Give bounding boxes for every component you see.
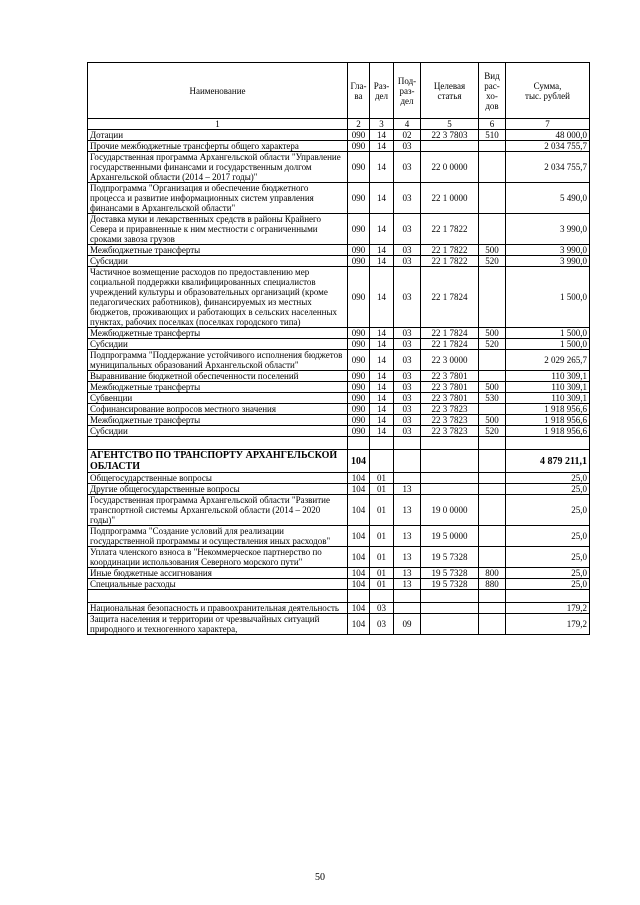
- glava-cell: 090: [348, 245, 370, 256]
- sum-cell: 179,2: [506, 614, 590, 635]
- sum-cell: 2 034 755,7: [506, 141, 590, 152]
- table-row: [88, 579, 590, 590]
- column-number: 1: [88, 119, 348, 130]
- vid-cell: [479, 371, 506, 382]
- glava-cell: 090: [348, 371, 370, 382]
- vid-cell: [479, 152, 506, 183]
- table-row: [88, 415, 590, 426]
- podrazdel-cell: 03: [394, 404, 421, 415]
- table-row: [88, 603, 590, 614]
- row-name-cell: Специальные расходы: [88, 579, 348, 590]
- glava-cell: 090: [348, 267, 370, 328]
- podrazdel-cell: 03: [394, 382, 421, 393]
- sum-cell: 1 918 956,6: [506, 426, 590, 437]
- glava-cell: 090: [348, 404, 370, 415]
- target-cell: 22 3 7801: [421, 393, 479, 404]
- target-cell: 19 5 7328: [421, 579, 479, 590]
- sum-cell: 1 918 956,6: [506, 415, 590, 426]
- table-row: [88, 568, 590, 579]
- table-row: [88, 328, 590, 339]
- vid-cell: [479, 450, 506, 473]
- podrazdel-cell: 03: [394, 152, 421, 183]
- table-row: [88, 614, 590, 635]
- table-row: [88, 350, 590, 371]
- sum-cell: 110 309,1: [506, 382, 590, 393]
- podrazdel-cell: 03: [394, 141, 421, 152]
- target-cell: 22 1 7822: [421, 256, 479, 267]
- sum-cell: 1 918 956,6: [506, 404, 590, 415]
- razdel-cell: 14: [370, 382, 394, 393]
- target-cell: [421, 473, 479, 484]
- razdel-cell: 01: [370, 579, 394, 590]
- razdel-cell: 03: [370, 614, 394, 635]
- glava-cell: 104: [348, 603, 370, 614]
- empty-cell: [479, 590, 506, 603]
- table-body: [88, 130, 590, 635]
- sum-cell: 25,0: [506, 495, 590, 526]
- table-row: [88, 152, 590, 183]
- glava-cell: 090: [348, 415, 370, 426]
- vid-cell: [479, 547, 506, 568]
- table-row: [88, 267, 590, 328]
- sum-cell: 1 500,0: [506, 267, 590, 328]
- razdel-cell: 14: [370, 415, 394, 426]
- sum-cell: 25,0: [506, 526, 590, 547]
- target-cell: 22 1 0000: [421, 183, 479, 214]
- table-row: [88, 130, 590, 141]
- row-name-cell: Частичное возмещение расходов по предоставлению мер социальной поддержки квалифицированных специалистов учреждений культуры и образовательных организаций (кроме педагогических работников), финансируемых из местных бюджетов, проживающих и работающих в сельских населенных пунктах, рабочих поселках (поселках городского типа): [88, 267, 348, 328]
- razdel-cell: 14: [370, 404, 394, 415]
- row-name-cell: Подпрограмма "Создание условий для реализации государственной программы и осуществления иных расходов": [88, 526, 348, 547]
- row-name-cell: Межбюджетные трансферты: [88, 245, 348, 256]
- sum-cell: 3 990,0: [506, 245, 590, 256]
- podrazdel-cell: 03: [394, 267, 421, 328]
- empty-cell: [506, 437, 590, 450]
- glava-cell: 090: [348, 393, 370, 404]
- razdel-cell: 14: [370, 152, 394, 183]
- sum-cell: 1 500,0: [506, 339, 590, 350]
- target-cell: 19 5 7328: [421, 547, 479, 568]
- vid-cell: 800: [479, 568, 506, 579]
- empty-cell: [394, 590, 421, 603]
- podrazdel-cell: 09: [394, 614, 421, 635]
- glava-cell: 104: [348, 484, 370, 495]
- razdel-cell: 01: [370, 484, 394, 495]
- glava-cell: 090: [348, 328, 370, 339]
- target-cell: 22 3 0000: [421, 350, 479, 371]
- row-name-cell: Межбюджетные трансферты: [88, 328, 348, 339]
- vid-cell: [479, 473, 506, 484]
- table-row: [88, 526, 590, 547]
- row-name-cell: Прочие межбюджетные трансферты общего характера: [88, 141, 348, 152]
- razdel-cell: 14: [370, 256, 394, 267]
- vid-cell: 530: [479, 393, 506, 404]
- podrazdel-cell: 13: [394, 547, 421, 568]
- razdel-cell: 14: [370, 141, 394, 152]
- vid-cell: [479, 603, 506, 614]
- page-number: 50: [315, 872, 325, 883]
- row-name-cell: Подпрограмма "Организация и обеспечение бюджетного процесса и развитие информационных систем управления финансами в Архангельской области": [88, 183, 348, 214]
- row-name-cell: Национальная безопасность и правоохранительная деятельность: [88, 603, 348, 614]
- glava-cell: 104: [348, 579, 370, 590]
- vid-cell: 500: [479, 245, 506, 256]
- column-number: 3: [370, 119, 394, 130]
- sum-cell: 25,0: [506, 579, 590, 590]
- podrazdel-cell: 03: [394, 328, 421, 339]
- row-name-cell: Межбюджетные трансферты: [88, 382, 348, 393]
- row-name-cell: Субвенции: [88, 393, 348, 404]
- razdel-cell: 14: [370, 371, 394, 382]
- target-cell: 22 3 7801: [421, 382, 479, 393]
- glava-cell: 104: [348, 547, 370, 568]
- header-razdel: Раз- дел: [370, 63, 394, 119]
- glava-cell: 104: [348, 473, 370, 484]
- vid-cell: 880: [479, 579, 506, 590]
- table-row: [88, 245, 590, 256]
- table-header-row: [88, 63, 590, 119]
- razdel-cell: 01: [370, 568, 394, 579]
- target-cell: [421, 603, 479, 614]
- vid-cell: 500: [479, 415, 506, 426]
- header-vid: Вид рас- хо- дов: [479, 63, 506, 119]
- sum-cell: 5 490,0: [506, 183, 590, 214]
- target-cell: 22 1 7824: [421, 339, 479, 350]
- table-row: [88, 393, 590, 404]
- row-name-cell: Субсидии: [88, 256, 348, 267]
- razdel-cell: 14: [370, 350, 394, 371]
- vid-cell: 520: [479, 339, 506, 350]
- razdel-cell: 14: [370, 130, 394, 141]
- target-cell: 22 1 7824: [421, 328, 479, 339]
- glava-cell: 104: [348, 614, 370, 635]
- header-podrazdel: Под- раз- дел: [394, 63, 421, 119]
- spacer-row: [88, 590, 590, 603]
- podrazdel-cell: 13: [394, 495, 421, 526]
- podrazdel-cell: 13: [394, 568, 421, 579]
- row-name-cell: Субсидии: [88, 339, 348, 350]
- podrazdel-cell: 03: [394, 339, 421, 350]
- header-name: Наименование: [88, 63, 348, 119]
- vid-cell: [479, 484, 506, 495]
- table-row: [88, 426, 590, 437]
- sum-cell: 2 034 755,7: [506, 152, 590, 183]
- razdel-cell: 14: [370, 245, 394, 256]
- row-name-cell: Иные бюджетные ассигнования: [88, 568, 348, 579]
- empty-cell: [394, 437, 421, 450]
- empty-cell: [370, 437, 394, 450]
- glava-cell: 104: [348, 526, 370, 547]
- vid-cell: [479, 141, 506, 152]
- row-name-cell: Межбюджетные трансферты: [88, 415, 348, 426]
- row-name-cell: Государственная программа Архангельской области "Управление государственными финансами и государственным долгом Архангельской области (2014 – 2017 годы)": [88, 152, 348, 183]
- sum-cell: 4 879 211,1: [506, 450, 590, 473]
- table-row: [88, 256, 590, 267]
- razdel-cell: 14: [370, 267, 394, 328]
- sum-cell: 25,0: [506, 473, 590, 484]
- vid-cell: 520: [479, 256, 506, 267]
- podrazdel-cell: 02: [394, 130, 421, 141]
- empty-cell: [88, 437, 348, 450]
- glava-cell: 090: [348, 256, 370, 267]
- empty-cell: [421, 437, 479, 450]
- vid-cell: 520: [479, 426, 506, 437]
- podrazdel-cell: 03: [394, 371, 421, 382]
- target-cell: 22 1 7822: [421, 245, 479, 256]
- row-name-cell: Государственная программа Архангельской области "Развитие транспортной системы Архангельской области (2014 – 2020 годы)": [88, 495, 348, 526]
- target-cell: [421, 614, 479, 635]
- podrazdel-cell: 03: [394, 350, 421, 371]
- row-name-cell: Подпрограмма "Поддержание устойчивого исполнения бюджетов муниципальных образований Архангельской области": [88, 350, 348, 371]
- table-row: [88, 484, 590, 495]
- row-name-cell: Общегосударственные вопросы: [88, 473, 348, 484]
- target-cell: 22 3 7803: [421, 130, 479, 141]
- podrazdel-cell: [394, 473, 421, 484]
- row-name-cell: Уплата членского взноса в "Некоммерческое партнерство по координации использования Северного морского пути": [88, 547, 348, 568]
- glava-cell: 090: [348, 350, 370, 371]
- target-cell: 22 3 7823: [421, 415, 479, 426]
- sum-cell: 25,0: [506, 568, 590, 579]
- podrazdel-cell: 03: [394, 415, 421, 426]
- vid-cell: [479, 350, 506, 371]
- column-number: 6: [479, 119, 506, 130]
- razdel-cell: 01: [370, 526, 394, 547]
- budget-table: [87, 62, 590, 635]
- section-header-row: [88, 450, 590, 473]
- spacer-row: [88, 437, 590, 450]
- sum-cell: 3 990,0: [506, 214, 590, 245]
- podrazdel-cell: [394, 450, 421, 473]
- target-cell: 19 0 0000: [421, 495, 479, 526]
- target-cell: 22 3 7801: [421, 371, 479, 382]
- table-row: [88, 141, 590, 152]
- column-number: 7: [506, 119, 590, 130]
- vid-cell: [479, 214, 506, 245]
- glava-cell: 090: [348, 141, 370, 152]
- podrazdel-cell: 03: [394, 214, 421, 245]
- podrazdel-cell: 13: [394, 579, 421, 590]
- vid-cell: 500: [479, 382, 506, 393]
- target-cell: 22 3 7823: [421, 404, 479, 415]
- row-name-cell: АГЕНТСТВО ПО ТРАНСПОРТУ АРХАНГЕЛЬСКОЙ ОБЛАСТИ: [88, 450, 348, 473]
- sum-cell: 2 029 265,7: [506, 350, 590, 371]
- column-number: 2: [348, 119, 370, 130]
- glava-cell: 104: [348, 495, 370, 526]
- header-target: Целевая статья: [421, 63, 479, 119]
- row-name-cell: Дотации: [88, 130, 348, 141]
- razdel-cell: 14: [370, 426, 394, 437]
- target-cell: [421, 484, 479, 495]
- target-cell: 19 5 0000: [421, 526, 479, 547]
- target-cell: [421, 141, 479, 152]
- row-name-cell: Защита населения и территории от чрезвычайных ситуаций природного и техногенного характера,: [88, 614, 348, 635]
- target-cell: 22 0 0000: [421, 152, 479, 183]
- row-name-cell: Софинансирование вопросов местного значения: [88, 404, 348, 415]
- sum-cell: 25,0: [506, 547, 590, 568]
- razdel-cell: 14: [370, 393, 394, 404]
- table-row: [88, 404, 590, 415]
- target-cell: 22 1 7824: [421, 267, 479, 328]
- header-sum: Сумма, тыс. рублей: [506, 63, 590, 119]
- table-row: [88, 339, 590, 350]
- vid-cell: [479, 267, 506, 328]
- empty-cell: [348, 590, 370, 603]
- column-number: 5: [421, 119, 479, 130]
- empty-cell: [370, 590, 394, 603]
- podrazdel-cell: 13: [394, 526, 421, 547]
- sum-cell: 48 000,0: [506, 130, 590, 141]
- target-cell: 19 5 7328: [421, 568, 479, 579]
- target-cell: [421, 450, 479, 473]
- header-glava: Гла- ва: [348, 63, 370, 119]
- sum-cell: 179,2: [506, 603, 590, 614]
- glava-cell: 090: [348, 339, 370, 350]
- table-row: [88, 214, 590, 245]
- target-cell: 22 3 7823: [421, 426, 479, 437]
- column-number-row: [88, 119, 590, 130]
- glava-cell: 090: [348, 214, 370, 245]
- razdel-cell: 14: [370, 328, 394, 339]
- sum-cell: 3 990,0: [506, 256, 590, 267]
- sum-cell: 110 309,1: [506, 393, 590, 404]
- empty-cell: [421, 590, 479, 603]
- podrazdel-cell: 13: [394, 484, 421, 495]
- razdel-cell: 01: [370, 495, 394, 526]
- podrazdel-cell: [394, 603, 421, 614]
- glava-cell: 090: [348, 183, 370, 214]
- table-row: [88, 371, 590, 382]
- empty-cell: [506, 590, 590, 603]
- glava-cell: 090: [348, 382, 370, 393]
- table-row: [88, 473, 590, 484]
- vid-cell: [479, 404, 506, 415]
- podrazdel-cell: 03: [394, 256, 421, 267]
- glava-cell: 104: [348, 450, 370, 473]
- podrazdel-cell: 03: [394, 393, 421, 404]
- vid-cell: [479, 526, 506, 547]
- empty-cell: [479, 437, 506, 450]
- table-row: [88, 547, 590, 568]
- vid-cell: [479, 495, 506, 526]
- razdel-cell: 01: [370, 547, 394, 568]
- target-cell: 22 1 7822: [421, 214, 479, 245]
- vid-cell: [479, 614, 506, 635]
- row-name-cell: Доставка муки и лекарственных средств в районы Крайнего Севера и приравненные к ним местности с ограниченными сроками завоза грузов: [88, 214, 348, 245]
- glava-cell: 090: [348, 152, 370, 183]
- sum-cell: 110 309,1: [506, 371, 590, 382]
- vid-cell: 500: [479, 328, 506, 339]
- row-name-cell: Выравнивание бюджетной обеспеченности поселений: [88, 371, 348, 382]
- vid-cell: 510: [479, 130, 506, 141]
- empty-cell: [88, 590, 348, 603]
- sum-cell: 25,0: [506, 484, 590, 495]
- glava-cell: 104: [348, 568, 370, 579]
- glava-cell: 090: [348, 426, 370, 437]
- razdel-cell: 14: [370, 183, 394, 214]
- row-name-cell: Другие общегосударственные вопросы: [88, 484, 348, 495]
- glava-cell: 090: [348, 130, 370, 141]
- table-row: [88, 495, 590, 526]
- empty-cell: [348, 437, 370, 450]
- podrazdel-cell: 03: [394, 245, 421, 256]
- row-name-cell: Субсидии: [88, 426, 348, 437]
- razdel-cell: 03: [370, 603, 394, 614]
- razdel-cell: 01: [370, 473, 394, 484]
- column-number: 4: [394, 119, 421, 130]
- razdel-cell: 14: [370, 339, 394, 350]
- podrazdel-cell: 03: [394, 426, 421, 437]
- table-row: [88, 183, 590, 214]
- sum-cell: 1 500,0: [506, 328, 590, 339]
- vid-cell: [479, 183, 506, 214]
- razdel-cell: 14: [370, 214, 394, 245]
- podrazdel-cell: 03: [394, 183, 421, 214]
- razdel-cell: [370, 450, 394, 473]
- table-row: [88, 382, 590, 393]
